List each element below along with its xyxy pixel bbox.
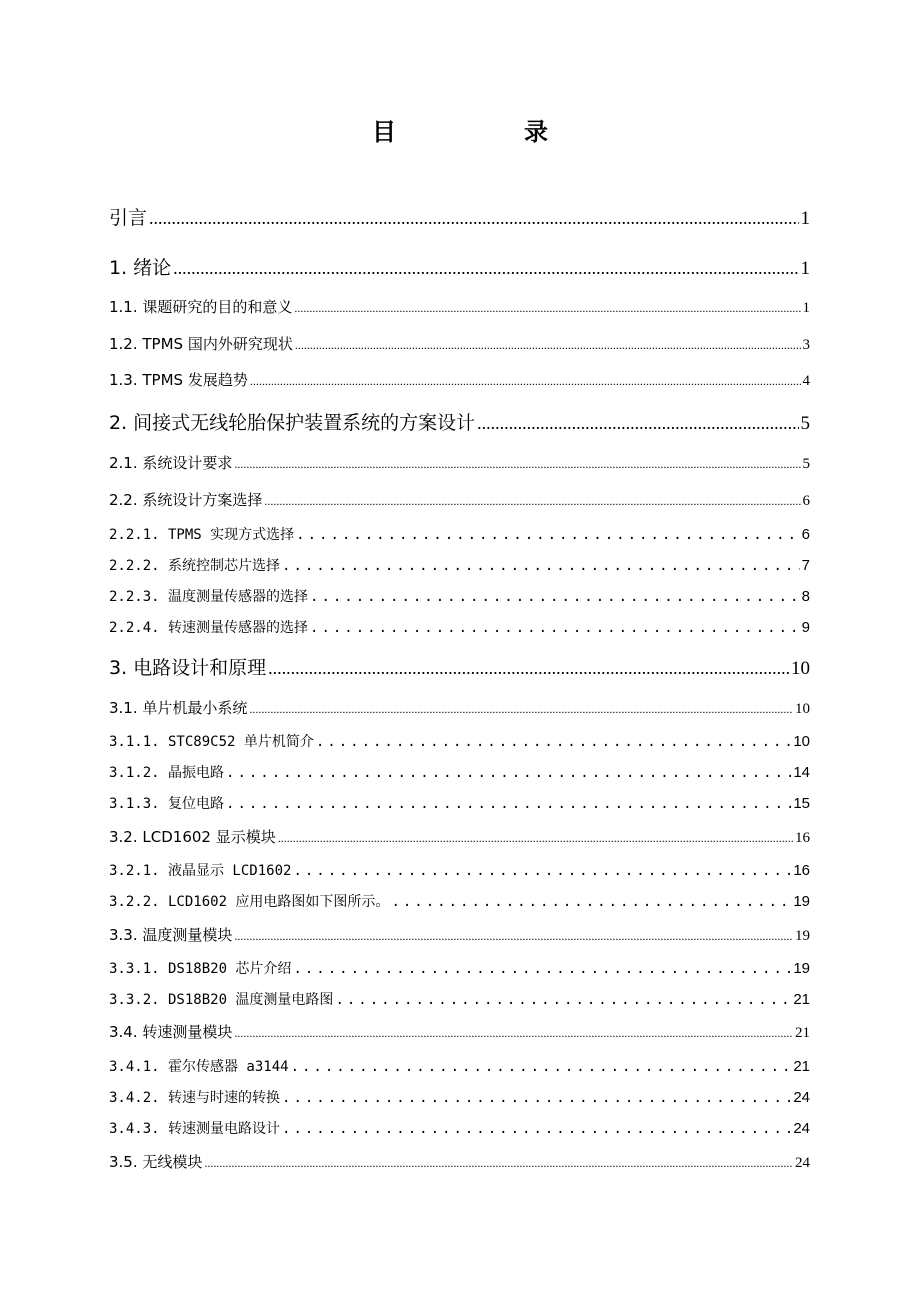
toc-leader-dots	[296, 527, 800, 543]
toc-leader-dots	[335, 992, 791, 1008]
toc-entry[interactable]	[109, 524, 810, 544]
toc-entry[interactable]	[109, 762, 810, 782]
toc-entry[interactable]	[109, 731, 810, 751]
toc-entry[interactable]	[109, 891, 810, 911]
toc-entry-label: 3.4.1. 霍尔传感器 a3144	[109, 1059, 289, 1075]
toc-entry[interactable]	[109, 617, 810, 637]
toc-leader-dots	[294, 301, 800, 316]
toc-entry[interactable]	[109, 860, 810, 880]
toc-entry-page: 6	[802, 493, 810, 509]
toc-entry[interactable]	[109, 697, 810, 718]
toc-entry-label: 1. 绪论	[109, 257, 172, 279]
toc-leader-dots	[278, 831, 793, 846]
toc-leader-dots	[226, 765, 791, 781]
toc-leader-dots	[293, 961, 791, 977]
toc-entry-page: 3	[802, 337, 810, 353]
toc-entry-page: 5	[802, 456, 810, 472]
toc-entry-label: 3.2.1. 液晶显示 LCD1602	[109, 863, 292, 879]
toc-entry-page: 8	[801, 588, 810, 605]
toc-entry-label: 2. 间接式无线轮胎保护装置系统的方案设计	[109, 412, 476, 434]
toc-leader-dots	[391, 894, 791, 910]
toc-entry-page: 9	[801, 619, 810, 636]
toc-entry-page: 4	[802, 373, 810, 389]
toc-entry-label: 2.2. 系统设计方案选择	[109, 491, 263, 509]
toc-entry[interactable]	[109, 408, 810, 435]
toc-entry[interactable]	[109, 924, 810, 945]
toc-entry-page: 16	[795, 830, 810, 846]
toc-leader-dots	[477, 413, 798, 434]
toc-leader-dots	[249, 702, 793, 717]
toc-entry-label: 1.3. TPMS 发展趋势	[109, 371, 248, 389]
toc-entry-page: 24	[793, 1089, 810, 1106]
toc-entry[interactable]	[109, 1087, 810, 1107]
toc-entry[interactable]	[109, 653, 810, 680]
toc-entry-page: 19	[795, 928, 810, 944]
toc-entry[interactable]	[109, 1118, 810, 1138]
toc-entry[interactable]	[109, 1021, 810, 1042]
toc-entry[interactable]	[109, 452, 810, 473]
toc-entry-label: 3.4.3. 转速测量电路设计	[109, 1121, 281, 1137]
toc-leader-dots	[250, 374, 801, 389]
toc-leader-dots	[173, 258, 798, 279]
toc-entry-page: 24	[793, 1120, 810, 1137]
toc-title: 目 录	[372, 118, 600, 146]
toc-entry[interactable]	[109, 333, 810, 354]
toc-leader-dots	[282, 1090, 791, 1106]
toc-entry-label: 3. 电路设计和原理	[109, 657, 267, 679]
toc-leader-dots	[234, 929, 793, 944]
toc-entry-page: 10	[791, 658, 810, 679]
toc-entry-page: 19	[793, 893, 810, 910]
toc-entry-label: 3.4.2. 转速与时速的转换	[109, 1090, 281, 1106]
toc-leader-dots	[310, 620, 800, 636]
toc-entry-page: 10	[793, 733, 810, 750]
toc-entry-label: 3.2.2. LCD1602 应用电路图如下图所示。	[109, 894, 390, 910]
toc-entry-page: 24	[795, 1155, 810, 1171]
toc-entry-label: 3.1.3. 复位电路	[109, 796, 225, 812]
toc-entry[interactable]	[109, 1151, 810, 1172]
toc-entry-label: 3.5. 无线模块	[109, 1153, 203, 1171]
toc-entry-label: 3.2. LCD1602 显示模块	[109, 828, 276, 846]
toc-leader-dots	[310, 589, 800, 605]
toc-entry-page: 16	[793, 862, 810, 879]
toc-entry-label: 2.2.3. 温度测量传感器的选择	[109, 589, 309, 605]
toc-entry-page: 1	[800, 208, 810, 229]
toc-entry-label: 3.1.2. 晶振电路	[109, 765, 225, 781]
toc-entry-label: 引言	[109, 207, 148, 229]
toc-leader-dots	[291, 1059, 792, 1075]
toc-entry-label: 3.1.1. STC89C52 单片机简介	[109, 734, 314, 750]
toc-leader-dots	[282, 1121, 791, 1137]
toc-entry-label: 2.2.4. 转速测量传感器的选择	[109, 620, 309, 636]
toc-entry-page: 1	[802, 300, 810, 316]
toc-entry-page: 10	[795, 701, 810, 717]
toc-entry-label: 3.4. 转速测量模块	[109, 1023, 233, 1041]
toc-leader-dots	[293, 863, 791, 879]
toc-entry-page: 6	[801, 526, 810, 543]
toc-entry-page: 1	[800, 258, 810, 279]
toc-entry[interactable]	[109, 826, 810, 847]
toc-entry[interactable]	[109, 369, 810, 390]
toc-leader-dots	[295, 338, 801, 353]
toc-entry-label: 1.2. TPMS 国内外研究现状	[109, 335, 293, 353]
toc-entry-page: 21	[793, 991, 810, 1008]
toc-entry[interactable]	[109, 586, 810, 606]
toc-entry-label: 3.3. 温度测量模块	[109, 926, 233, 944]
toc-entry[interactable]	[109, 253, 810, 280]
toc-entry[interactable]	[109, 489, 810, 510]
toc-leader-dots	[204, 1156, 793, 1171]
toc-entry-page: 15	[793, 795, 810, 812]
toc-entry-page: 21	[793, 1058, 810, 1075]
toc-entry-label: 3.3.2. DS18B20 温度测量电路图	[109, 992, 334, 1008]
toc-entry[interactable]	[109, 296, 810, 317]
toc-entry-page: 21	[795, 1025, 810, 1041]
toc-entry[interactable]	[109, 989, 810, 1009]
toc-leader-dots	[234, 457, 800, 472]
toc-entry-page: 14	[793, 764, 810, 781]
toc-entry[interactable]	[109, 793, 810, 813]
toc-entry-label: 2.2.2. 系统控制芯片选择	[109, 558, 281, 574]
toc-leader-dots	[226, 796, 791, 812]
toc-leader-dots	[316, 734, 791, 750]
toc-leader-dots	[282, 558, 800, 574]
toc-entry[interactable]	[109, 1056, 810, 1076]
toc-leader-dots	[234, 1026, 793, 1041]
toc-entry[interactable]	[109, 203, 810, 230]
toc-entry-page: 7	[801, 557, 810, 574]
toc-leader-dots	[149, 208, 798, 229]
toc-entry[interactable]	[109, 555, 810, 575]
toc-entry-label: 2.2.1. TPMS 实现方式选择	[109, 527, 295, 543]
toc-entry-label: 3.1. 单片机最小系统	[109, 699, 248, 717]
toc-entry-label: 1.1. 课题研究的目的和意义	[109, 298, 293, 316]
toc-leader-dots	[268, 658, 789, 679]
toc-entry[interactable]	[109, 958, 810, 978]
toc-entry-page: 5	[800, 413, 810, 434]
toc-leader-dots	[264, 494, 800, 509]
toc-entry-page: 19	[793, 960, 810, 977]
toc-entry-label: 3.3.1. DS18B20 芯片介绍	[109, 961, 292, 977]
toc-entry-label: 2.1. 系统设计要求	[109, 454, 233, 472]
